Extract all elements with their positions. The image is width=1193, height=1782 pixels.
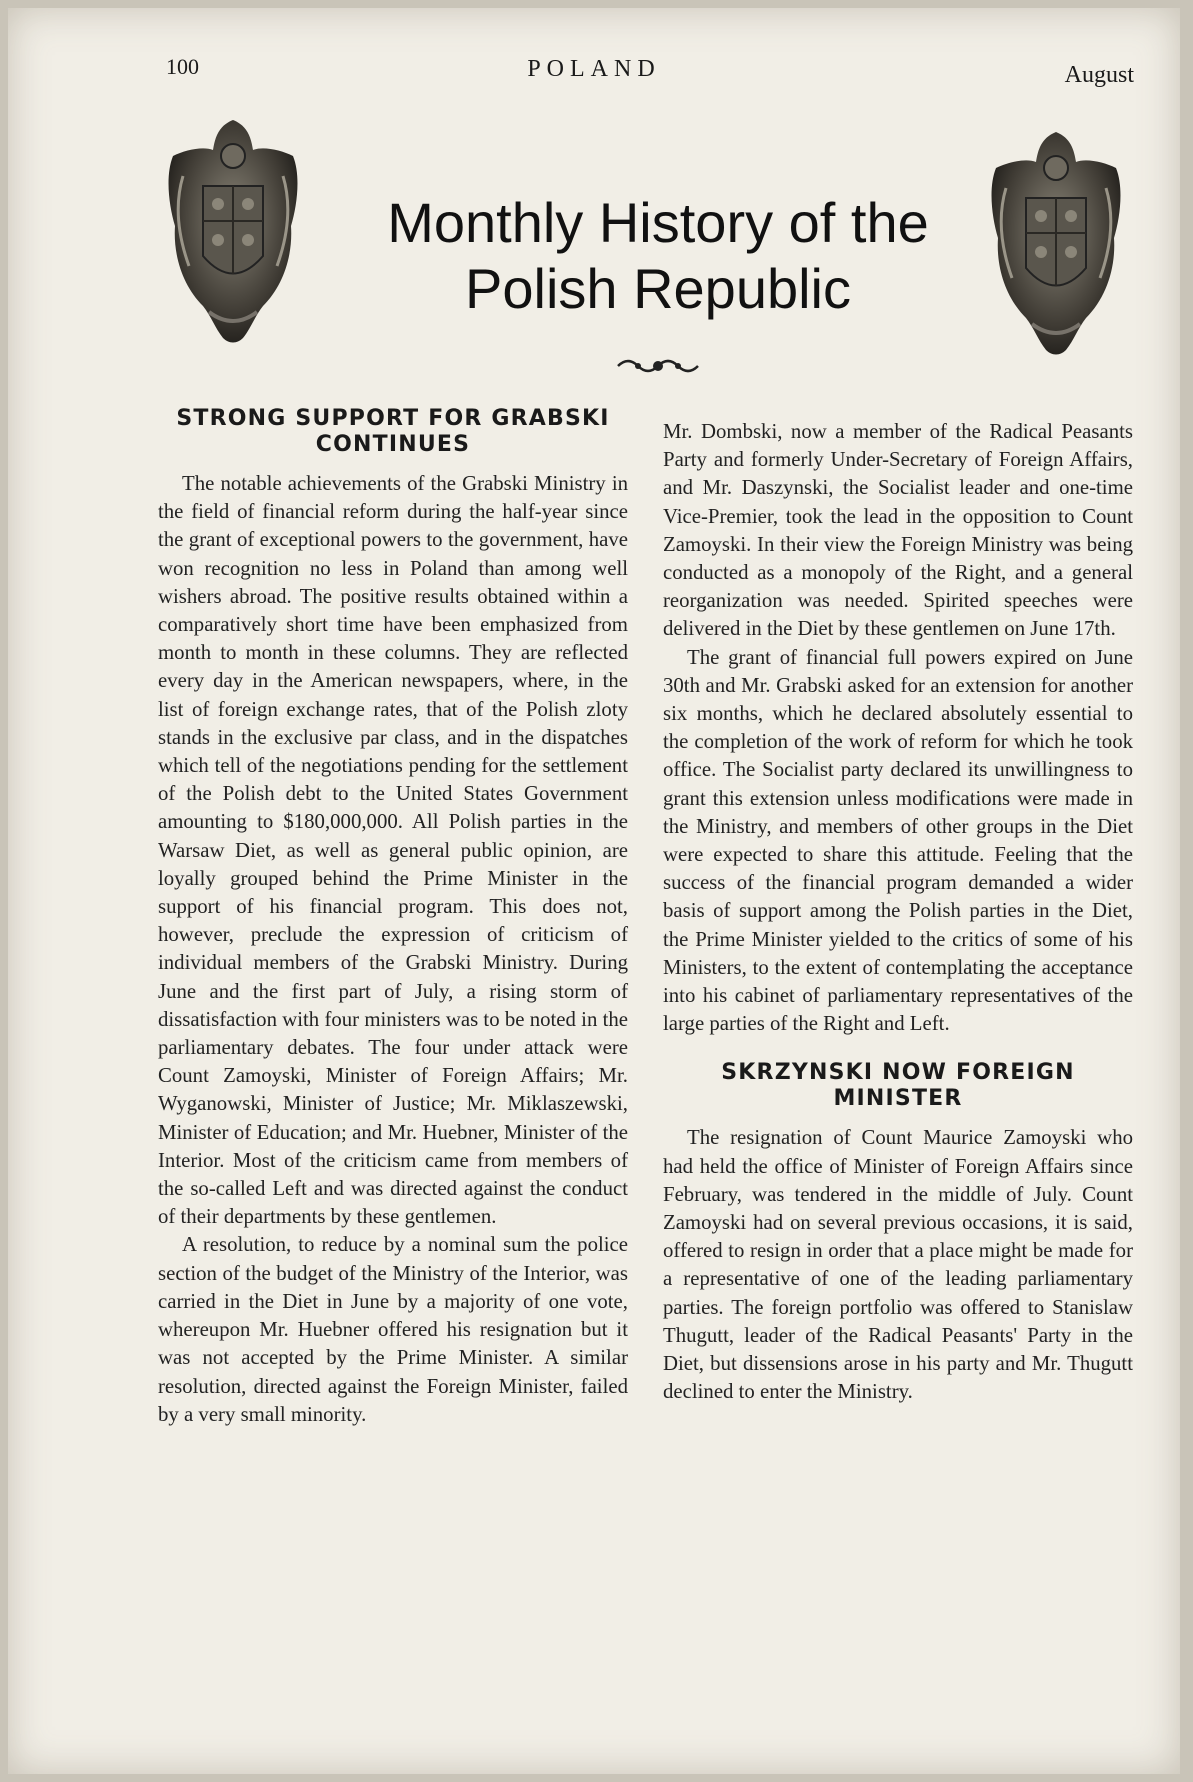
paragraph: The notable achievements of the Grabski Ministry in the field of financial reform during the half-year since the grant of exceptional powers to the government, have won recognition no less in Poland than among well wishers abroad. The positive results obtained within a comparatively short time have been emphasized from month to month in these columns. They are reflected every day in the American newspapers, where, in the list of foreign exchange rates, that of the Polish zloty stands in the exclusive par class, and in the dispatches which tell of the negotiations pending for the settlement of the Polish debt to the United States Government amounting to $180,000,000. All Polish parties in the Warsaw Diet, as well as general public opinion, are loyally grouped behind the Prime Minister in the support of his financial program. This does not, however, preclude the expression of criticism of individual members of the Grabski Ministry. During June and the first part of July, a rising storm of dissatisfaction with four ministers was to be noted in the parliamentary debates. The four under attack were Count Zamoyski, Minister of Foreign Affairs; Mr. Wyganowski, Minister of Justice; Mr. Miklaszewski, Minister of Education; and Mr. Huebner, Minister of the Interior. Most of the criticism came from members of the so-called Left and was directed against the conduct of their departments by these gentlemen. (158, 472, 628, 1229)
magazine-page (8, 8, 1180, 1774)
running-head (8, 54, 1180, 94)
title-line-2: Polish Republic (465, 257, 851, 320)
running-title: POLAND (527, 56, 661, 82)
paragraph: A resolution, to reduce by a nominal sum the police section of the budget of the Ministry of the Interior, was carried in the Diet in June by a majority of one vote, whereupon Mr. Huebner offered his resignation but it was not accepted by the Prime Minister. A similar resolution, directed against the Foreign Minister, failed by a very small minority. (158, 1233, 628, 1426)
column-left (158, 406, 628, 1429)
article-title (338, 190, 978, 322)
section-heading: SKRZYNSKI NOW FOREIGN MINISTER (721, 1060, 1075, 1112)
paragraph: The resignation of Count Maurice Zamoyski who had held the office of Minister of Foreign Affairs since February, was tendered in the middle of July. Count Zamoyski had on several previous occasions, it is said, offered to resign in order that a place might be made for a representative of one of the leading parliamentary parties. The foreign portfolio was offered to Stanislaw Thugutt, leader of the Radical Peasants' Party in the Diet, but dissensions arose in his party and Mr. Thugutt declined to enter the Ministry. (663, 1126, 1133, 1404)
column-right (663, 418, 1133, 1407)
coat-of-arms-crest-icon (986, 128, 1126, 358)
title-line-1: Monthly History of the (387, 191, 929, 254)
issue-month: August (1064, 62, 1134, 88)
section-heading: STRONG SUPPORT FOR GRABSKI CONTINUES (176, 406, 610, 457)
page-number: 100 (166, 54, 199, 79)
paragraph: Mr. Dombski, now a member of the Radical Peasants Party and formerly Under-Secretary of Foreign Affairs, and Mr. Daszynski, the Socialist leader and one-time Vice-Premier, took the lead in the opposition to Count Zamoyski. In their view the Foreign Ministry was being conducted as a monopoly of the Right, and a general reorganization was needed. Spirited speeches were delivered in the Diet by these gentlemen on June 17th. (663, 420, 1133, 641)
decorative-flourish-icon (614, 354, 702, 378)
paragraph: The grant of financial full powers expired on June 30th and Mr. Grabski asked for an extension for another six months, which he declared absolutely essential to the completion of the work of reform for which he took office. The Socialist party declared its unwillingness to grant this extension unless modifications were made in the Ministry, and members of other groups in the Diet were expected to share this attitude. Feeling that the success of the financial program demanded a wider basis of support among the Polish parties in the Diet, the Prime Minister yielded to the critics of some of his Ministers, to the extent of contemplating the acceptance into his cabinet of parliamentary representatives of the large parties of the Right and Left. (663, 645, 1133, 1036)
coat-of-arms-crest-icon (163, 116, 303, 346)
